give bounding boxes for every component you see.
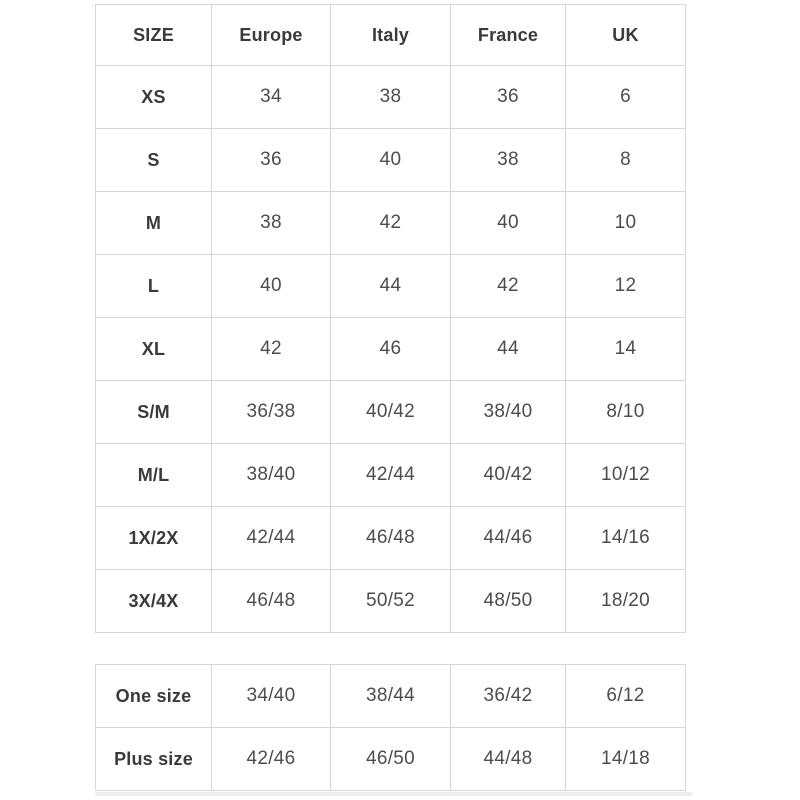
- europe-value-cell: 36/38: [212, 381, 331, 444]
- uk-value-cell: 6/12: [566, 665, 686, 728]
- italy-value-cell: 42/44: [331, 444, 451, 507]
- france-value-cell: 36/42: [451, 665, 566, 728]
- column-header-size: SIZE: [96, 5, 212, 66]
- italy-value-cell: 46/48: [331, 507, 451, 570]
- france-value-cell: 40/42: [451, 444, 566, 507]
- europe-value-cell: 38: [212, 192, 331, 255]
- size-label: 3X/4X: [96, 570, 212, 633]
- table-row: [96, 381, 686, 444]
- uk-value-cell: 10: [566, 192, 686, 255]
- size-label: M: [96, 192, 212, 255]
- france-value-cell: 44/46: [451, 507, 566, 570]
- size-label: S/M: [96, 381, 212, 444]
- table-row: [96, 129, 686, 192]
- italy-value-cell: 46/50: [331, 728, 451, 791]
- italy-value-cell: 40/42: [331, 381, 451, 444]
- france-value-cell: 42: [451, 255, 566, 318]
- table-row: [96, 255, 686, 318]
- size-label: One size: [96, 665, 212, 728]
- column-header-italy: Italy: [331, 5, 451, 66]
- europe-value-cell: 38/40: [212, 444, 331, 507]
- table-row: [96, 192, 686, 255]
- size-label: 1X/2X: [96, 507, 212, 570]
- column-header-france: France: [451, 5, 566, 66]
- table-row: [96, 507, 686, 570]
- italy-value-cell: 50/52: [331, 570, 451, 633]
- size-label: Plus size: [96, 728, 212, 791]
- italy-value-cell: 38: [331, 66, 451, 129]
- uk-value-cell: 14/18: [566, 728, 686, 791]
- uk-value-cell: 14: [566, 318, 686, 381]
- europe-value-cell: 34/40: [212, 665, 331, 728]
- table-row: [96, 66, 686, 129]
- france-value-cell: 40: [451, 192, 566, 255]
- uk-value-cell: 8: [566, 129, 686, 192]
- size-label: S: [96, 129, 212, 192]
- italy-value-cell: 38/44: [331, 665, 451, 728]
- france-value-cell: 44/48: [451, 728, 566, 791]
- europe-value-cell: 34: [212, 66, 331, 129]
- europe-value-cell: 42: [212, 318, 331, 381]
- europe-value-cell: 42/46: [212, 728, 331, 791]
- france-value-cell: 48/50: [451, 570, 566, 633]
- france-value-cell: 38: [451, 129, 566, 192]
- uk-value-cell: 18/20: [566, 570, 686, 633]
- size-label: XS: [96, 66, 212, 129]
- france-value-cell: 38/40: [451, 381, 566, 444]
- italy-value-cell: 44: [331, 255, 451, 318]
- column-header-europe: Europe: [212, 5, 331, 66]
- uk-value-cell: 14/16: [566, 507, 686, 570]
- table-row: [96, 444, 686, 507]
- italy-value-cell: 40: [331, 129, 451, 192]
- uk-value-cell: 12: [566, 255, 686, 318]
- europe-value-cell: 42/44: [212, 507, 331, 570]
- uk-value-cell: 8/10: [566, 381, 686, 444]
- table-row: [96, 665, 686, 728]
- table-row: [96, 318, 686, 381]
- size-label: M/L: [96, 444, 212, 507]
- france-value-cell: 44: [451, 318, 566, 381]
- italy-value-cell: 46: [331, 318, 451, 381]
- table-row: [96, 728, 686, 791]
- europe-value-cell: 46/48: [212, 570, 331, 633]
- size-label: L: [96, 255, 212, 318]
- horizontal-scrollbar[interactable]: [95, 792, 692, 796]
- uk-value-cell: 6: [566, 66, 686, 129]
- size-label: XL: [96, 318, 212, 381]
- italy-value-cell: 42: [331, 192, 451, 255]
- france-value-cell: 36: [451, 66, 566, 129]
- special-sizes-table: [95, 664, 686, 791]
- column-header-uk: UK: [566, 5, 686, 66]
- europe-value-cell: 40: [212, 255, 331, 318]
- uk-value-cell: 10/12: [566, 444, 686, 507]
- size-conversion-table: [95, 4, 686, 633]
- table-row: [96, 570, 686, 633]
- europe-value-cell: 36: [212, 129, 331, 192]
- header-row: [96, 5, 686, 66]
